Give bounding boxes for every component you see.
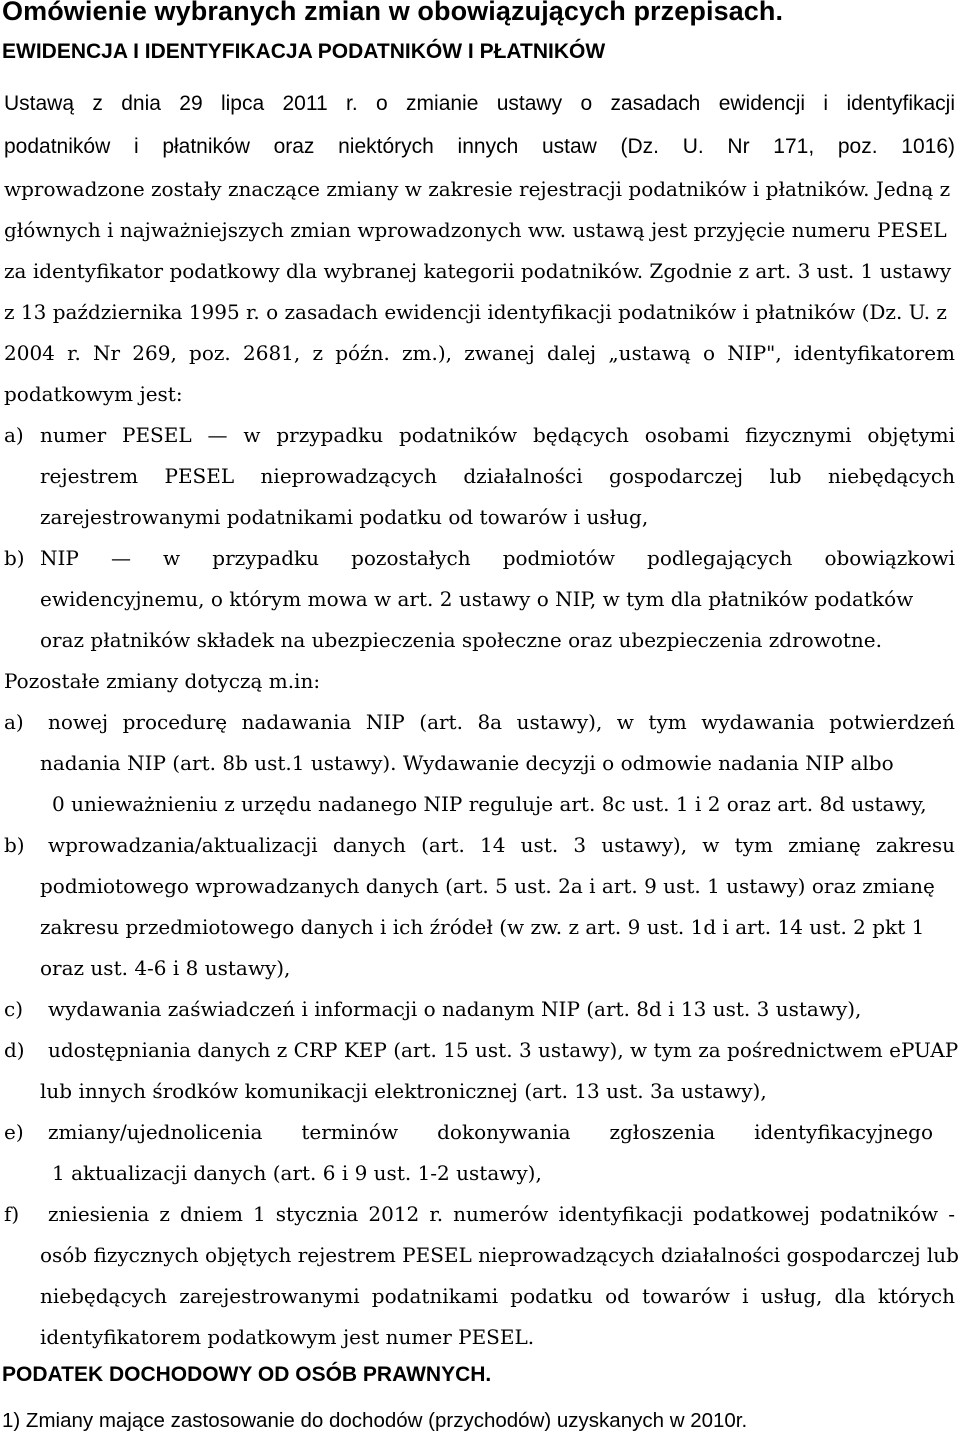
list-marker: b) [4, 833, 25, 857]
list-marker: d) [4, 1038, 25, 1062]
other-changes-label: Pozostałe zmiany dotyczą m.in: [4, 669, 321, 693]
list-item-line: 0 unieważnieniu z urzędu nadanego NIP reguluje art. 8c ust. 1 i 2 oraz art. 8d ustawy, [52, 792, 927, 816]
list-item-line: 1 aktualizacji danych (art. 6 i 9 ust. 1-2 ustawy), [52, 1161, 542, 1185]
list-item-line: ewidencyjnemu, o którym mowa w art. 2 ustawy o NIP, w tym dla płatników podatków [40, 587, 914, 611]
list-item-line: zniesienia z dniem 1 stycznia 2012 r. numerów identyfikacji podatkowej podatników - [48, 1202, 955, 1226]
list-item-line: niebędących zarejestrowanymi podatnikami podatku od towarów i usług, dla których [40, 1284, 955, 1308]
list-item-line: osób fizycznych objętych rejestrem PESEL nieprowadzących działalności gospodarczej lub [40, 1243, 959, 1267]
list-item-line: oraz płatników składek na ubezpieczenia społeczne oraz ubezpieczenia zdrowotne. [40, 628, 882, 652]
list-item-line: oraz ust. 4-6 i 8 ustawy), [40, 956, 291, 980]
list-marker: a) [4, 423, 24, 447]
list-marker: a) [4, 710, 24, 734]
list-item-line: udostępniania danych z CRP KEP (art. 15 ust. 3 ustawy), w tym za pośrednictwem ePUAP [48, 1038, 959, 1062]
intro-line: podatkowym jest: [4, 382, 183, 406]
document-title: Omówienie wybranych zmian w obowiązujących przepisach. [2, 0, 784, 26]
intro-line: Ustawą z dnia 29 lipca 2011 r. o zmianie ustawy o zasadach ewidencji i identyfikacji [4, 92, 955, 115]
list-item-line: podmiotowego wprowadzanych danych (art. 5 ust. 2a i art. 9 ust. 1 ustawy) oraz zmianę [40, 874, 935, 898]
list-item-line: nowej procedurę nadawania NIP (art. 8a ustawy), w tym wydawania potwierdzeń [48, 710, 955, 734]
list-marker: f) [4, 1202, 20, 1226]
section-heading-ewidencja: EWIDENCJA I IDENTYFIKACJA PODATNIKÓW I PŁATNIKÓW [2, 40, 606, 63]
intro-line: wprowadzone zostały znaczące zmiany w zakresie rejestracji podatników i płatników. Jedną z [4, 177, 951, 201]
list-item-line: zakresu przedmiotowego danych i ich źródeł (w zw. z art. 9 ust. 1d i art. 14 ust. 2 pkt 1 [40, 915, 925, 939]
list-item-line: rejestrem PESEL nieprowadzących działalności gospodarczej lub niebędących [40, 464, 955, 488]
section-item: 1) Zmiany mające zastosowanie do dochodów (przychodów) uzyskanych w 2010r. [2, 1409, 748, 1432]
list-item-line: identyfikatorem podatkowym jest numer PESEL. [40, 1325, 535, 1349]
list-item-line: wydawania zaświadczeń i informacji o nadanym NIP (art. 8d i 13 ust. 3 ustawy), [48, 997, 862, 1021]
intro-line: głównych i najważniejszych zmian wprowadzonych ww. ustawą jest przyjęcie numeru PESEL [4, 218, 947, 242]
list-item-line: zmiany/ujednolicenia terminów dokonywania zgłoszenia identyfikacyjnego [48, 1120, 933, 1144]
list-item-line: zarejestrowanymi podatnikami podatku od towarów i usług, [40, 505, 649, 529]
intro-line: za identyfikator podatkowy dla wybranej kategorii podatników. Zgodnie z art. 3 ust. 1 ustawy [4, 259, 952, 283]
list-item-line: numer PESEL — w przypadku podatników będących osobami fizycznymi objętymi [40, 423, 955, 447]
section-heading-podatek: PODATEK DOCHODOWY OD OSÓB PRAWNYCH. [2, 1363, 492, 1386]
list-marker: e) [4, 1120, 24, 1144]
intro-line: 2004 r. Nr 269, poz. 2681, z późn. zm.), zwanej dalej „ustawą o NIP", identyfikatorem [4, 341, 955, 365]
intro-line: podatników i płatników oraz niektórych innych ustaw (Dz. U. Nr 171, poz. 1016) [4, 135, 955, 158]
list-marker: c) [4, 997, 24, 1021]
list-item-line: NIP — w przypadku pozostałych podmiotów podlegających obowiązkowi [40, 546, 955, 570]
list-item-line: lub innych środków komunikacji elektronicznej (art. 13 ust. 3a ustawy), [40, 1079, 767, 1103]
list-item-line: nadania NIP (art. 8b ust.1 ustawy). Wydawanie decyzji o odmowie nadania NIP albo [40, 751, 894, 775]
intro-line: z 13 października 1995 r. o zasadach ewidencji identyfikacji podatników i płatników (Dz. U. z [4, 300, 947, 324]
list-marker: b) [4, 546, 25, 570]
list-item-line: wprowadzania/aktualizacji danych (art. 14 ust. 3 ustawy), w tym zmianę zakresu [48, 833, 955, 857]
